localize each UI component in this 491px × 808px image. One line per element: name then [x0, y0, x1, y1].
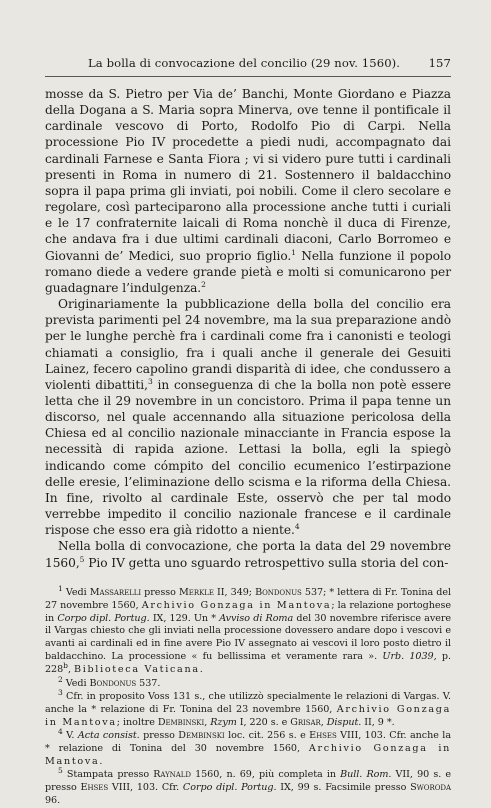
footnote-text: ; inoltre	[116, 716, 158, 728]
footnote-text: ,	[320, 716, 327, 728]
footnotes	[45, 583, 452, 808]
paragraph-bull	[45, 538, 451, 570]
archive-name: Archivio Gonzaga in Mantova	[45, 743, 451, 767]
footnote-text: VII, 90 s. e presso	[45, 769, 451, 794]
source-title: Disput.	[326, 716, 362, 728]
footnote-text: loc. cit. 256 s. e	[224, 730, 310, 742]
source-title: Corpo dipl. Portug.	[57, 612, 150, 624]
paragraph-text: Originariamente la pubblicazione della bolla del concilio era prevista parimenti pel 24 novembre, ma la sua preparazione andò per le lunghe perchè fra i cardinali come fra i canonisti e teologi chiamati a consiglio, fra i quali anche il generale dei Gesuiti Lainez, fecero capolino grandi disparità di idee, che condussero a violenti dibattiti,	[45, 297, 451, 392]
footnote-4	[45, 726, 451, 769]
footnote-text: II, 349;	[213, 586, 256, 598]
footnote-ref-5[interactable]: 5	[79, 554, 85, 564]
footnote-number: 3	[58, 687, 63, 697]
running-header	[45, 56, 451, 77]
main-text	[45, 86, 451, 571]
footnote-ref-2[interactable]: 2	[201, 279, 206, 289]
archive-name: Archivio Gonzaga in Mantova	[141, 599, 332, 611]
author-name: Ehses	[80, 782, 109, 794]
source-title: Corpo dipl. Portug.	[182, 782, 277, 794]
footnote-text: .	[199, 664, 203, 676]
paragraph-text: Nella bolla di convocazione, che porta la data del 29 novembre 1560,	[45, 539, 451, 570]
footnote-text: ,	[67, 664, 74, 676]
folio-side: b	[63, 660, 68, 670]
footnote-text: ; la relazione portoghese in	[45, 599, 451, 624]
source-title: Urb. 1039,	[382, 651, 437, 663]
footnote-number: 5	[58, 766, 63, 776]
footnote-2	[45, 674, 451, 691]
author-name: Grisar	[290, 716, 321, 728]
author-name: Ehses	[309, 730, 337, 742]
footnote-text: presso	[139, 730, 179, 742]
footnote-text: p. 228	[45, 651, 451, 676]
paragraph-text: Nella funzione il popolo romano diede a vedere grande pietà e molti si comunicarono per guadagnare l’indulgenza.	[45, 248, 452, 295]
footnote-3	[45, 687, 451, 730]
footnote-number: 1	[58, 583, 63, 593]
footnote-number: 2	[58, 674, 63, 684]
footnote-text: presso	[141, 586, 180, 598]
footnote-text: I, 220 s. e	[236, 716, 291, 728]
paragraph-procession	[45, 86, 451, 296]
running-title: La bolla di convocazione del concilio (29 nov. 1560).	[88, 56, 401, 70]
footnote-text: .	[99, 755, 103, 767]
footnote-5	[45, 766, 451, 808]
page-number: 157	[428, 56, 451, 70]
author-name: Dembinski	[157, 716, 205, 728]
paragraph-text: mosse da S. Pietro per Via de’ Banchi, Monte Giordano e Piazza della Dogana a S. Maria sopra Minerva, ove tenne il pontificale il cardinale vescovo di Porto, Rodolfo Pio di Carpi. Nella processione Pio IV procedette a piedi nudi, accompagnato dai cardinali Farnese e Santa Fiora ; vi si videro pure tutti i cardinali presenti in Roma in numero di 21. Sostennero il baldacchino sopra il papa prima gli inviati, poi nobili. Come il clero secolare e regolare, così parteciparono alla processione anche tutti i curiali e le 17 confraternite laicali di Roma nonchè il duca di Firenze, che andava fra i due ultimi cardinali diaconi, Carlo Borromeo e Giovanni de’ Medici, suo proprio figlio.	[45, 87, 451, 263]
paragraph-publication	[45, 296, 451, 538]
footnote-ref-3[interactable]: 3	[147, 376, 153, 386]
footnote-text: Stampata presso	[62, 769, 154, 781]
footnote-1	[45, 583, 452, 677]
footnote-text: IX, 129. Un *	[149, 612, 220, 624]
source-title: Avviso di Roma	[219, 612, 294, 624]
footnote-text: ,	[204, 716, 211, 728]
footnote-text: Vedi	[62, 677, 90, 689]
source-title: Bull. Rom.	[340, 769, 392, 781]
footnote-ref-1[interactable]: 1	[291, 247, 296, 257]
footnote-text: VIII, 103. Cfr.	[108, 782, 183, 794]
footnote-text: Cfr. in proposito Voss 131 s., che utilizzò specialmente le relazioni di Vargas. V. anche la * relazione di Fr. Tonina del 23 novembre 1560,	[45, 690, 451, 715]
footnote-text: Vedi	[62, 586, 90, 598]
paragraph-text: in conseguenza di che la bolla non potè essere letta che il 29 novembre in un concistoro. Prima il papa tenne un discorso, nel quale accennando alla situazione pericolosa della Chiesa ed al concilio nazionale minacciante in Francia espose la necessità di rapida azione. Lettasi la bolla, egli la spiegò indicando come cómpito del concilio ecumenico l’estirpazione delle eresie, l’eliminazione dello scisma e la riforma della Chiesa. In fine, rivolto al cardinale Este, osservò che per tal modo verrebbe impedito il concilio nazionale francese e il cardinale rispose che esso era già ridotto a niente.	[45, 377, 451, 538]
archive-name: Biblioteca Vaticana	[73, 664, 200, 676]
footnote-text: del 30 novembre riferisce avere il Vargas chiesto che gli inviati nella processione dovessero andare dopo i vescovi e avanti ai cardinali ed in fine avere Pio IV assegnato ai vescovi il loro posto dietro il baldacchino. La processione « fu bellissima et veramente rara ».	[45, 612, 452, 663]
author-name: Raynald	[153, 769, 191, 781]
author-name: Massarelli	[89, 586, 142, 598]
author-name: Bondonus	[89, 677, 137, 689]
footnote-text: 96.	[45, 795, 61, 807]
author-name: Sworoda	[410, 782, 451, 794]
footnote-text: IX, 99 s. Facsimile presso	[276, 782, 411, 794]
paragraph-text: Pio IV getta uno sguardo retrospettivo sulla storia del con-	[84, 555, 449, 570]
footnote-number: 4	[58, 726, 63, 736]
author-name: Dembinski	[178, 730, 225, 742]
source-title: Rzym	[210, 716, 237, 728]
author-name: Bondonus	[255, 586, 302, 598]
footnote-text: 1560, n. 69, più completa in	[190, 769, 341, 781]
source-title: Acta consist.	[77, 730, 140, 742]
footnote-text: VIII, 103. Cfr. anche la * relazione di Tonina del 30 novembre 1560,	[45, 730, 451, 755]
footnote-text: 537; * lettera di Fr. Tonina del 27 novembre 1560,	[45, 586, 451, 611]
footnote-text: 537.	[136, 677, 161, 689]
footnote-text: V.	[62, 730, 78, 742]
author-name: Merkle	[179, 586, 214, 598]
footnote-text: II, 9 *.	[361, 716, 395, 728]
archive-name: Archivio Gonzaga in Mantova	[45, 703, 451, 728]
footnote-ref-4[interactable]: 4	[294, 522, 300, 532]
